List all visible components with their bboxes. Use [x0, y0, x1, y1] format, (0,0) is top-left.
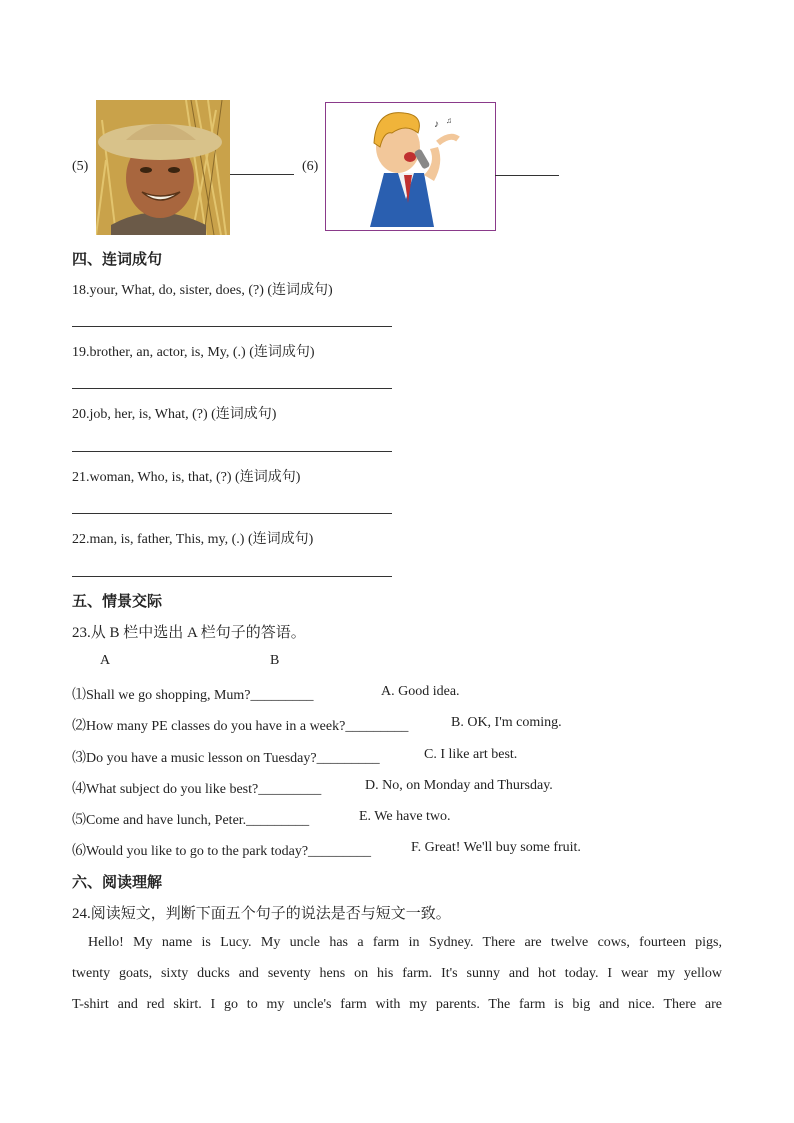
match-b-d: D. No, on Monday and Thursday. [365, 778, 553, 793]
answer-line-21[interactable] [72, 513, 392, 514]
question-21: 21.woman, Who, is, that, (?) (连词成句) [72, 470, 301, 485]
farmer-icon [96, 100, 230, 235]
answer-line-20[interactable] [72, 451, 392, 452]
answer-line-6[interactable] [495, 175, 559, 176]
answer-line-22[interactable] [72, 576, 392, 577]
picture-number-6: (6) [302, 159, 319, 174]
svg-text:♪: ♪ [434, 119, 439, 130]
match-a-5: ⑸Come and have lunch, Peter._________ [72, 813, 310, 828]
match-a-3: ⑶Do you have a music lesson on Tuesday?_________ [72, 751, 380, 766]
match-b-b: B. OK, I'm coming. [451, 715, 562, 730]
question-20: 20.job, her, is, What, (?) (连词成句) [72, 407, 277, 422]
passage-line-2: twenty goats, sixty ducks and seventy hens on his farm. It's sunny and hot today. I wear my yellow [72, 966, 722, 981]
answer-line-18[interactable] [72, 326, 392, 327]
answer-line-5[interactable] [230, 174, 294, 175]
column-b-header: B [270, 653, 280, 668]
question-19: 19.brother, an, actor, is, My, (.) (连词成句) [72, 345, 315, 360]
svg-text:♫: ♫ [446, 116, 452, 125]
match-a-1: ⑴Shall we go shopping, Mum?_________ [72, 688, 314, 703]
question-18: 18.your, What, do, sister, does, (?) (连词成句) [72, 283, 333, 298]
passage-line-3: T-shirt and red skirt. I go to my uncle's farm with my parents. The farm is big and nice. There are [72, 997, 722, 1012]
picture-number-5: (5) [72, 159, 89, 174]
singer-picture [325, 102, 496, 231]
match-b-c: C. I like art best. [424, 747, 518, 762]
match-b-f: F. Great! We'll buy some fruit. [411, 840, 581, 855]
question-22: 22.man, is, father, This, my, (.) (连词成句) [72, 532, 314, 547]
section-5-title: 五、情景交际 [72, 592, 163, 610]
farmer-photo [96, 100, 230, 235]
section-4-title: 四、连词成句 [72, 250, 163, 268]
match-b-e: E. We have two. [359, 809, 451, 824]
section-6-title: 六、阅读理解 [72, 873, 163, 891]
question-23: 23.从 B 栏中选出 A 栏句子的答语。 [72, 625, 306, 641]
answer-line-19[interactable] [72, 388, 392, 389]
match-a-2: ⑵How many PE classes do you have in a week?_________ [72, 719, 409, 734]
singer-icon [326, 103, 495, 230]
match-a-6: ⑹Would you like to go to the park today?_________ [72, 844, 372, 859]
question-24: 24.阅读短文，判断下面五个句子的说法是否与短文一致。 [72, 906, 451, 922]
column-a-header: A [100, 653, 111, 668]
match-b-a: A. Good idea. [381, 684, 460, 699]
passage-line-1: Hello! My name is Lucy. My uncle has a farm in Sydney. There are twelve cows, fourteen pigs, [88, 935, 722, 950]
match-a-4: ⑷What subject do you like best?_________ [72, 782, 322, 797]
